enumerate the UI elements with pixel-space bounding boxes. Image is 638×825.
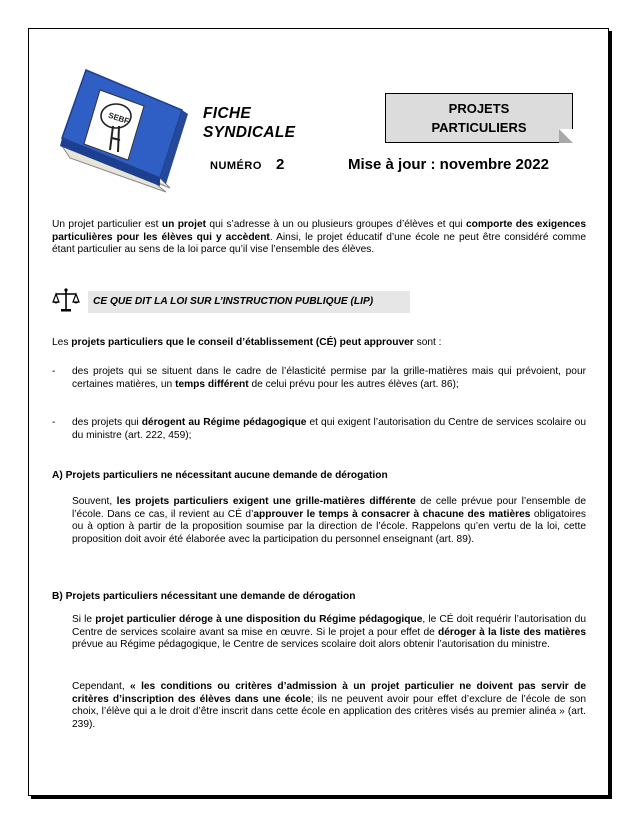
section-text: , le CÉ doit requérir l’autorisation du Centre de services scolaire avant sa mise en œuvre. Si le projet a pour effet de — [72, 614, 587, 638]
section-bold: projet particulier déroge à une disposition du Régime pédagogique — [95, 614, 423, 625]
bullet-text: des projets qui se situent dans le cadre de l’élasticité permise par la grille-matières mais qui prévoient, pour certaines matières, un — [72, 366, 586, 390]
logo-text: SEBF — [107, 110, 131, 126]
section-b-paragraph-1 — [72, 614, 586, 652]
numero-value: 2 — [276, 156, 285, 173]
scale-of-justice-icon — [52, 287, 80, 313]
bullet-text: de celui prévu pour les autres élèves (art. 86); — [248, 378, 459, 390]
list-item — [72, 366, 586, 391]
bullet-dash: - — [52, 366, 56, 377]
section-text: de celle prévue pour l’ensemble de l’école. Dans ce cas, il revient au CÉ d’ — [72, 496, 587, 520]
section-text: Cependant, — [72, 681, 131, 692]
mise-a-jour: Mise à jour : novembre 2022 — [348, 156, 549, 173]
page-fold-icon — [559, 129, 573, 143]
lead-paragraph — [52, 337, 586, 350]
fiche-line2: SYNDICALE — [203, 124, 296, 141]
section-text: Si le — [72, 614, 96, 625]
title-box — [385, 93, 573, 143]
title-line2: PARTICULIERS — [431, 120, 527, 135]
section-text: prévue au Régime pédagogique, le Centre de services scolaire doit alors obtenir l’autorisation du ministre. — [72, 639, 550, 651]
section-bold: approuver le temps à consacrer à chacune des matières — [253, 508, 531, 520]
binder-logo-icon — [48, 68, 188, 193]
section-bold: déroger à la liste des matières — [438, 626, 587, 638]
list-item — [72, 417, 586, 442]
section-b-paragraph-2 — [72, 681, 586, 731]
fiche-title — [203, 104, 295, 142]
section-a-heading: A) Projets particuliers ne nécessitant aucune demande de dérogation — [52, 470, 388, 481]
bullet-text: et qui exigent l’autorisation du Centre de services scolaire ou du ministre (art. 222, 459); — [72, 417, 586, 441]
lead-text: sont : — [413, 337, 442, 348]
bullet-bold: dérogent au Régime pédagogique — [141, 417, 307, 428]
bullet-dash: - — [52, 417, 56, 428]
section-bold: les projets particuliers exigent une grille-matières différente — [116, 496, 416, 507]
intro-text: Un projet particulier est — [52, 219, 162, 230]
section-a-paragraph — [72, 496, 586, 546]
lead-text: Les — [52, 337, 72, 348]
bullet-bold: temps différent — [175, 378, 249, 390]
fiche-line1: FICHE — [203, 105, 251, 122]
section-text: Souvent, — [72, 496, 117, 507]
section-text: ; ils ne peuvent avoir pour effet d’exclure de l’école de son choix, l’élève qui a le droit d’être inscrit dans cette école en application des critères visés au premier alinéa » (art. 239). — [72, 693, 586, 730]
intro-bold: comporte des exigences particulières pour les élèves qui y accèdent — [52, 219, 587, 243]
section-bold: « les conditions ou critères d’admission à un projet particulier ne doivent pas servir de critères d’inscription des élèves dans une école — [72, 681, 587, 705]
title-line1: PROJETS — [448, 101, 510, 116]
section-text: obligatoires ou à option à partir de la proposition soumise par la direction de l’école. Rappelons qu’en vertu de la loi, cette proposition doit avoir été élaborée avec la participation du personnel enseignant (art. 89). — [72, 508, 586, 545]
intro-text: qui s’adresse à un ou plusieurs groupes d’élèves et qui — [206, 219, 466, 230]
section-b-heading: B) Projets particuliers nécessitant une demande de dérogation — [52, 591, 356, 602]
lip-banner: CE QUE DIT LA LOI SUR L’INSTRUCTION PUBLIQUE (LIP) — [88, 291, 410, 313]
numero-label: NUMÉRO — [210, 160, 262, 172]
intro-paragraph — [52, 219, 586, 257]
lead-bold: projets particuliers que le conseil d’établissement (CÉ) peut approuver — [71, 337, 414, 348]
intro-text: . Ainsi, le projet éducatif d’une école ne peut être considéré comme étant particulier au sens de la loi parce qu’il vise l’ensemble des élèves. — [52, 231, 586, 256]
bullet-text: des projets qui — [72, 417, 142, 428]
intro-bold: un projet — [161, 219, 207, 230]
